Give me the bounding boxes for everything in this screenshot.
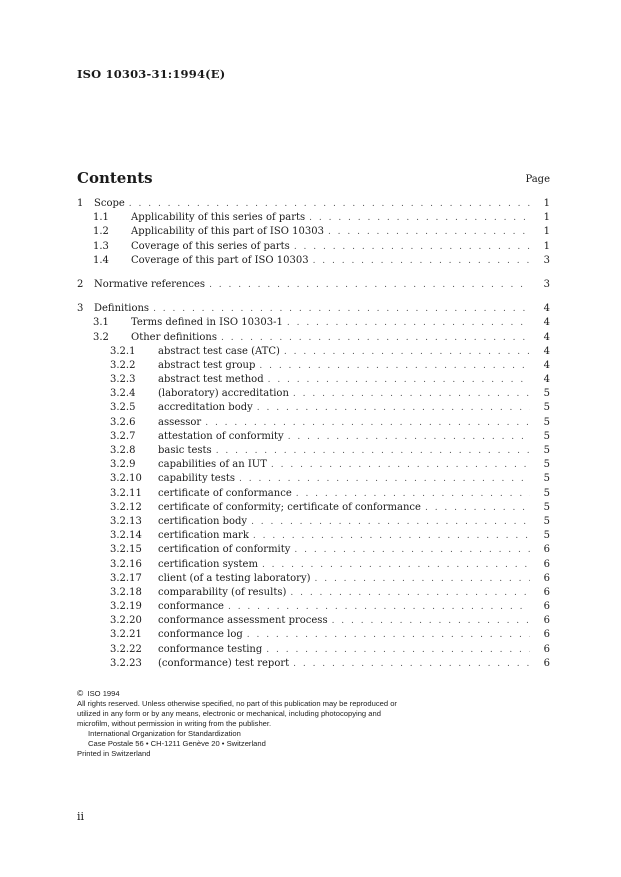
toc-entry-number: 3.2.11 [110,487,142,499]
toc-entry-title: Definitions [94,303,150,315]
toc-entry-page: 5 [543,402,550,414]
toc-entry-number: 3.2.1 [110,345,136,357]
copyright-line [77,688,517,699]
toc-entry [77,657,550,671]
toc-entry-page: 4 [543,374,550,386]
toc-dot-leader [251,515,530,529]
toc-entry-number: 1.2 [93,226,109,238]
toc-entry [77,416,550,430]
toc-entry-title: accreditation body [158,402,253,414]
toc-dot-leader [290,586,530,600]
toc-entry [77,628,550,642]
toc-entry-title: abstract test group [158,359,256,371]
toc-dot-leader [239,472,530,486]
toc-entry-title: Scope [94,198,125,209]
toc-entry-title: attestation of conformity [158,430,284,442]
copyright-notice [77,688,517,759]
toc-dot-leader [315,572,531,586]
toc-entry-number: 3.2.23 [110,657,142,669]
table-of-contents [77,197,550,671]
toc-entry-title: client (of a testing laboratory) [158,572,311,584]
toc-entry-title: Applicability of this series of parts [131,212,306,224]
toc-entry-number: 3.2.10 [110,473,142,485]
toc-dot-leader [284,345,530,359]
toc-entry-number: 3.2.20 [110,615,142,627]
toc-entry [77,458,550,472]
toc-entry [77,401,550,415]
toc-entry-title: Applicability of this part of ISO 10303 [131,226,324,238]
toc-entry-title: abstract test method [158,374,264,386]
toc-dot-leader [287,316,530,330]
document-header: ISO 10303-31:1994(E) [77,67,226,81]
toc-entry [77,543,550,557]
toc-dot-leader [209,278,530,292]
toc-entry-number: 1 [77,198,84,209]
toc-entry-page: 5 [543,388,550,400]
toc-entry [77,387,550,401]
toc-entry [77,444,550,458]
toc-entry [77,373,550,387]
toc-entry-title: certificate of conformance [158,487,292,499]
toc-dot-leader [262,558,530,572]
toc-entry [77,515,550,529]
toc-entry-page: 6 [543,615,550,627]
toc-entry-page: 6 [543,586,550,598]
toc-entry [77,472,550,486]
toc-entry [77,600,550,614]
toc-entry-title: capability tests [158,473,235,485]
contents-heading: Contents [77,169,153,187]
toc-entry-number: 2 [77,278,84,290]
toc-entry [77,614,550,628]
toc-entry-page: 6 [543,629,550,641]
toc-entry-page: 4 [543,303,550,315]
toc-entry-page: 5 [543,501,550,513]
toc-entry-number: 3.1 [93,317,109,329]
toc-entry-title: certification system [158,558,258,570]
toc-dot-leader [293,387,530,401]
toc-entry [77,225,550,239]
toc-entry-number: 3.2.17 [110,572,142,584]
organization-address: Case Postale 56 • CH-1211 Genève 20 • Switzerland [88,739,266,748]
toc-entry-number: 3.2.4 [110,388,136,400]
toc-entry-number: 3.2.6 [110,416,136,428]
toc-entry-number: 3.2.15 [110,544,142,556]
toc-entry-number: 1.3 [93,240,109,252]
toc-entry-title: comparability (of results) [158,586,287,598]
page-column-label: Page [525,174,550,185]
toc-entry [77,572,550,586]
toc-dot-leader [296,487,530,501]
copyright-holder-year: ISO 1994 [87,689,120,698]
toc-dot-leader [247,628,530,642]
toc-entry [77,558,550,572]
toc-entry-number: 3.2.13 [110,515,142,527]
toc-dot-leader [153,302,530,316]
toc-entry-title: (laboratory) accreditation [158,388,289,400]
toc-entry-title: Normative references [94,278,206,290]
organization-name: International Organization for Standardization [88,729,241,738]
toc-dot-leader [332,614,530,628]
printed-in-line: Printed in Switzerland [77,749,151,758]
toc-dot-leader [205,416,530,430]
toc-entry [77,487,550,501]
rights-notice-line: microfilm, without permission in writing from the publisher. [77,719,272,728]
toc-entry-title: Terms defined in ISO 10303-1 [131,317,283,329]
toc-entry [77,529,550,543]
toc-dot-leader [288,430,530,444]
toc-entry-page: 6 [543,558,550,570]
toc-dot-leader [328,225,530,239]
toc-entry-title: conformance assessment process [158,615,328,627]
toc-entry-number: 3.2.8 [110,445,136,456]
toc-dot-leader [309,211,530,225]
toc-dot-leader [313,254,530,268]
toc-entry [77,586,550,600]
toc-dot-leader [268,373,530,387]
toc-entry-page: 1 [543,226,550,238]
toc-entry-page: 3 [543,254,550,266]
toc-entry-page: 6 [543,657,550,669]
toc-entry [77,501,550,515]
toc-entry-page: 6 [543,601,550,613]
toc-entry-title: certification mark [158,530,249,542]
toc-entry-page: 5 [543,515,550,527]
toc-entry-number: 3.2.9 [110,459,136,471]
toc-entry-title: (conformance) test report [158,657,290,669]
rights-notice-line: utilized in any form or by any means, electronic or mechanical, including photocopying and [77,709,381,718]
toc-entry-page: 5 [543,416,550,428]
toc-dot-leader [216,444,530,458]
toc-entry-page: 4 [543,359,550,371]
toc-entry-title: assessor [158,416,202,428]
toc-dot-leader [221,331,530,345]
toc-entry-title: basic tests [158,445,212,456]
toc-dot-leader [253,529,530,543]
toc-entry-page: 1 [543,240,550,252]
toc-entry-number: 3.2.2 [110,359,136,371]
toc-dot-leader [266,643,530,657]
toc-entry-page: 1 [543,212,550,224]
toc-entry-title: certificate of conformity; certificate of conformance [158,501,421,513]
toc-entry-page: 3 [543,278,550,290]
toc-entry-number: 3.2.22 [110,643,142,655]
toc-entry [77,240,550,254]
toc-entry [77,331,550,345]
toc-entry-number: 3.2 [93,331,109,343]
toc-dot-leader [425,501,530,515]
toc-entry [77,302,550,316]
toc-entry-title: conformance log [158,629,243,641]
toc-entry-number: 3.2.5 [110,402,136,414]
toc-entry-page: 1 [543,198,550,209]
toc-dot-leader [294,543,530,557]
toc-entry-number: 3.2.14 [110,530,142,542]
toc-entry [77,197,550,211]
toc-entry-page: 5 [543,459,550,471]
toc-entry-page: 4 [543,345,550,357]
toc-dot-leader [271,458,530,472]
toc-entry-title: conformance [158,601,224,613]
toc-dot-leader [259,359,530,373]
toc-entry-number: 3.2.3 [110,374,136,386]
toc-entry [77,278,550,292]
toc-entry [77,254,550,268]
toc-entry-page: 4 [543,317,550,329]
rights-notice-line: All rights reserved. Unless otherwise specified, no part of this publication may be reproduced or [77,699,397,708]
toc-entry-title: Coverage of this series of parts [131,240,290,252]
toc-dot-leader [129,197,530,211]
toc-entry-number: 3.2.16 [110,558,142,570]
toc-entry [77,211,550,225]
toc-entry-title: capabilities of an IUT [158,459,267,471]
toc-entry-page: 5 [543,473,550,485]
toc-entry-title: conformance testing [158,643,263,655]
toc-entry [77,643,550,657]
toc-dot-leader [294,240,530,254]
toc-entry-number: 3.2.21 [110,629,142,641]
toc-entry [77,345,550,359]
toc-entry-page: 6 [543,643,550,655]
toc-entry-page: 6 [543,544,550,556]
toc-entry-page: 4 [543,331,550,343]
page-number: ii [77,810,85,823]
toc-entry-page: 5 [543,430,550,442]
toc-entry-number: 3.2.18 [110,586,142,598]
toc-entry-page: 5 [543,487,550,499]
toc-dot-leader [257,401,530,415]
toc-dot-leader [228,600,530,614]
toc-entry-number: 1.1 [93,212,109,224]
toc-entry-title: Other definitions [131,331,217,343]
toc-entry-page: 6 [543,572,550,584]
toc-entry-page: 5 [543,445,550,456]
toc-entry-title: Coverage of this part of ISO 10303 [131,254,309,266]
toc-entry [77,430,550,444]
toc-entry [77,359,550,373]
toc-entry-number: 3 [77,303,84,315]
toc-entry [77,316,550,330]
toc-entry-number: 3.2.19 [110,601,142,613]
copyright-symbol: © [77,688,84,698]
toc-entry-page: 5 [543,530,550,542]
toc-entry-number: 3.2.7 [110,430,136,442]
toc-dot-leader [293,657,530,671]
toc-entry-title: abstract test case (ATC) [158,345,280,357]
toc-entry-number: 1.4 [93,254,109,266]
toc-entry-number: 3.2.12 [110,501,142,513]
toc-entry-title: certification of conformity [158,544,291,556]
toc-entry-title: certification body [158,515,248,527]
